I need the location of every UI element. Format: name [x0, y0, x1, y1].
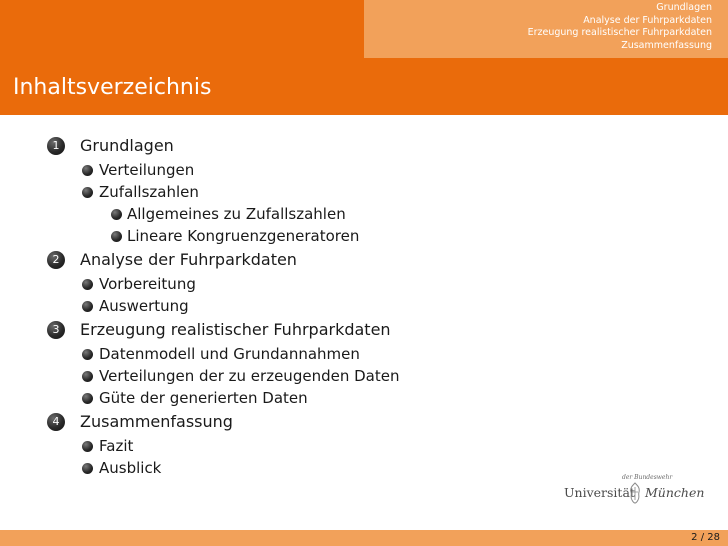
- toc-subsection-label[interactable]: Auswertung: [99, 297, 189, 315]
- ball-bullet-icon: [82, 279, 93, 290]
- frame-title: Inhaltsverzeichnis: [13, 75, 212, 100]
- numbered-ball-icon: 3: [47, 321, 65, 339]
- toc-subsection-label[interactable]: Datenmodell und Grundannahmen: [99, 345, 360, 363]
- ball-bullet-icon: [82, 301, 93, 312]
- toc-subsection-row[interactable]: [0, 387, 728, 409]
- toc-subsection-row[interactable]: [0, 365, 728, 387]
- nav-section-analyse[interactable]: Analyse der Fuhrparkdaten: [583, 14, 712, 26]
- ball-bullet-icon: [82, 187, 93, 198]
- toc-subsection-row[interactable]: [0, 159, 728, 181]
- toc-subsubsection-row[interactable]: [0, 225, 728, 247]
- ball-bullet-icon: [111, 231, 122, 242]
- logo-small-text: der Bundeswehr: [622, 474, 673, 481]
- toc-section-row[interactable]: [0, 133, 728, 159]
- numbered-ball-icon: 4: [47, 413, 65, 431]
- toc-section-row[interactable]: [0, 317, 728, 343]
- nav-section-grundlagen[interactable]: Grundlagen: [656, 2, 712, 13]
- toc-subsection-label[interactable]: Vorbereitung: [99, 275, 196, 293]
- table-of-contents: [0, 133, 728, 479]
- header-left-panel: [0, 0, 364, 58]
- ball-bullet-icon: [111, 209, 122, 220]
- toc-subsubsection-label[interactable]: Allgemeines zu Zufallszahlen: [127, 205, 346, 223]
- toc-subsection-label[interactable]: Fazit: [99, 437, 134, 455]
- toc-section-1: [0, 133, 728, 247]
- ball-bullet-icon: [82, 371, 93, 382]
- toc-subsection-label[interactable]: Güte der generierten Daten: [99, 389, 308, 407]
- ball-bullet-icon: [82, 165, 93, 176]
- toc-subsection-label[interactable]: Verteilungen der zu erzeugenden Daten: [99, 367, 400, 385]
- toc-section-2: [0, 247, 728, 317]
- header-navigation-bar: [0, 0, 728, 58]
- toc-section-4: [0, 409, 728, 479]
- toc-subsubsection-label[interactable]: Lineare Kongruenzgeneratoren: [127, 227, 360, 245]
- toc-subsection-row[interactable]: [0, 435, 728, 457]
- nav-section-erzeugung[interactable]: Erzeugung realistischer Fuhrparkdaten: [527, 27, 712, 38]
- toc-section-label[interactable]: Grundlagen: [80, 136, 174, 155]
- toc-section-row[interactable]: [0, 247, 728, 273]
- ball-bullet-icon: [82, 463, 93, 474]
- ball-bullet-icon: [82, 349, 93, 360]
- university-logo: [564, 474, 714, 510]
- toc-subsection-label[interactable]: Zufallszahlen: [99, 183, 199, 201]
- ball-bullet-icon: [82, 441, 93, 452]
- toc-section-label[interactable]: Zusammenfassung: [80, 412, 233, 431]
- nav-section-zusammenfassung[interactable]: Zusammenfassung: [621, 39, 712, 51]
- logo-word-muenchen: München: [645, 485, 705, 500]
- toc-subsection-label[interactable]: Ausblick: [99, 459, 162, 477]
- section-navigation: [364, 2, 728, 52]
- numbered-ball-icon: 2: [47, 251, 65, 269]
- toc-subsection-label[interactable]: Verteilungen: [99, 161, 195, 179]
- logo-word-universitaet: Universität: [564, 485, 635, 500]
- footer-bar: [0, 530, 728, 546]
- toc-subsubsection-row[interactable]: [0, 203, 728, 225]
- frame-title-bar: [0, 58, 728, 115]
- toc-subsection-row[interactable]: [0, 343, 728, 365]
- toc-section-label[interactable]: Analyse der Fuhrparkdaten: [80, 250, 297, 269]
- page-number: 2 / 28: [691, 532, 720, 543]
- numbered-ball-icon: 1: [47, 137, 65, 155]
- crest-icon: [627, 482, 643, 504]
- ball-bullet-icon: [82, 393, 93, 404]
- toc-section-3: [0, 317, 728, 409]
- toc-subsection-row[interactable]: [0, 181, 728, 203]
- toc-section-row[interactable]: [0, 409, 728, 435]
- toc-subsection-row[interactable]: [0, 295, 728, 317]
- toc-subsection-row[interactable]: [0, 273, 728, 295]
- toc-section-label[interactable]: Erzeugung realistischer Fuhrparkdaten: [80, 320, 391, 339]
